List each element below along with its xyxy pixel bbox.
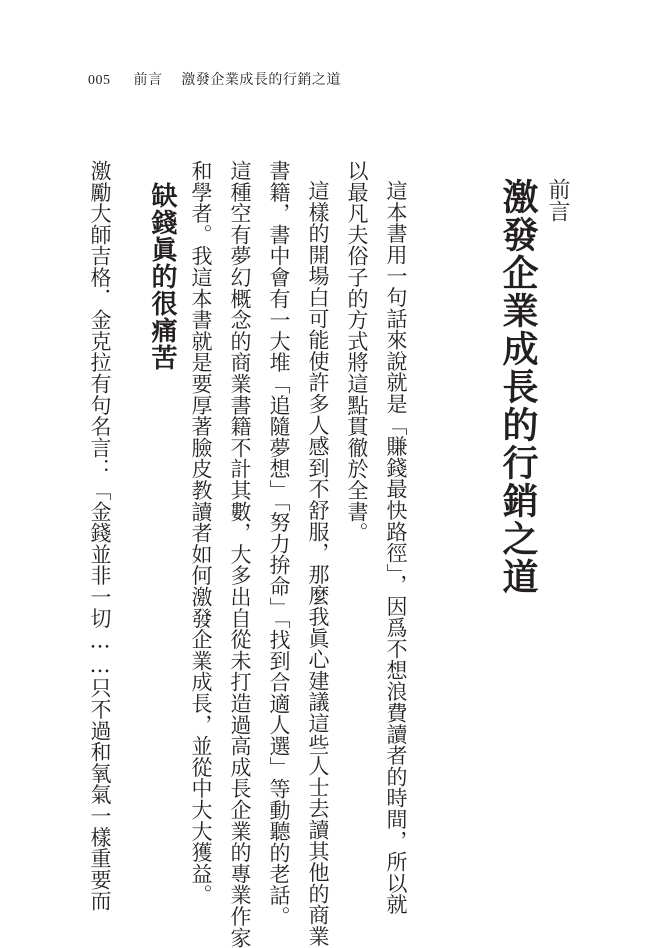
header-section-label: 前言	[133, 72, 163, 88]
body-line-3: 這樣的開場白可能使許多人感到不舒服，那麼我眞心建議這些人士去讀其他的商業	[306, 180, 330, 947]
body-line-4: 書籍，書中會有一大堆「追隨夢想」「努力拚命」「找到合適人選」等動聽的老話。	[267, 160, 291, 928]
section-body-line: 激勵大師吉格．金克拉有句名言：「金錢並非一切……只不過和氧氣一樣重要而	[88, 160, 112, 912]
page-number: 005	[88, 73, 111, 88]
body-line-6: 和學者。我這本書就是要厚著臉皮教讀者如何激發企業成長，並從中大大獲益。	[189, 160, 213, 906]
body-line-2: 以最凡夫俗子的方式將這點貫徹於全書。	[345, 160, 369, 544]
chapter-title: 激發企業成長的行銷之道	[497, 178, 539, 596]
chapter-kicker: 前言	[545, 178, 570, 222]
body-line-1: 這本書用一句話來說就是「賺錢最快路徑」，因爲不想浪費讀者的時間，所以就	[384, 180, 408, 915]
running-header	[88, 70, 341, 91]
body-line-5: 這種空有夢幻概念的商業書籍不計其數，大多出自從未打造過高成長企業的專業作家	[228, 160, 252, 948]
section-heading: 缺錢眞的很痛苦	[147, 182, 177, 371]
header-running-title: 激發企業成長的行銷之道	[181, 72, 341, 88]
